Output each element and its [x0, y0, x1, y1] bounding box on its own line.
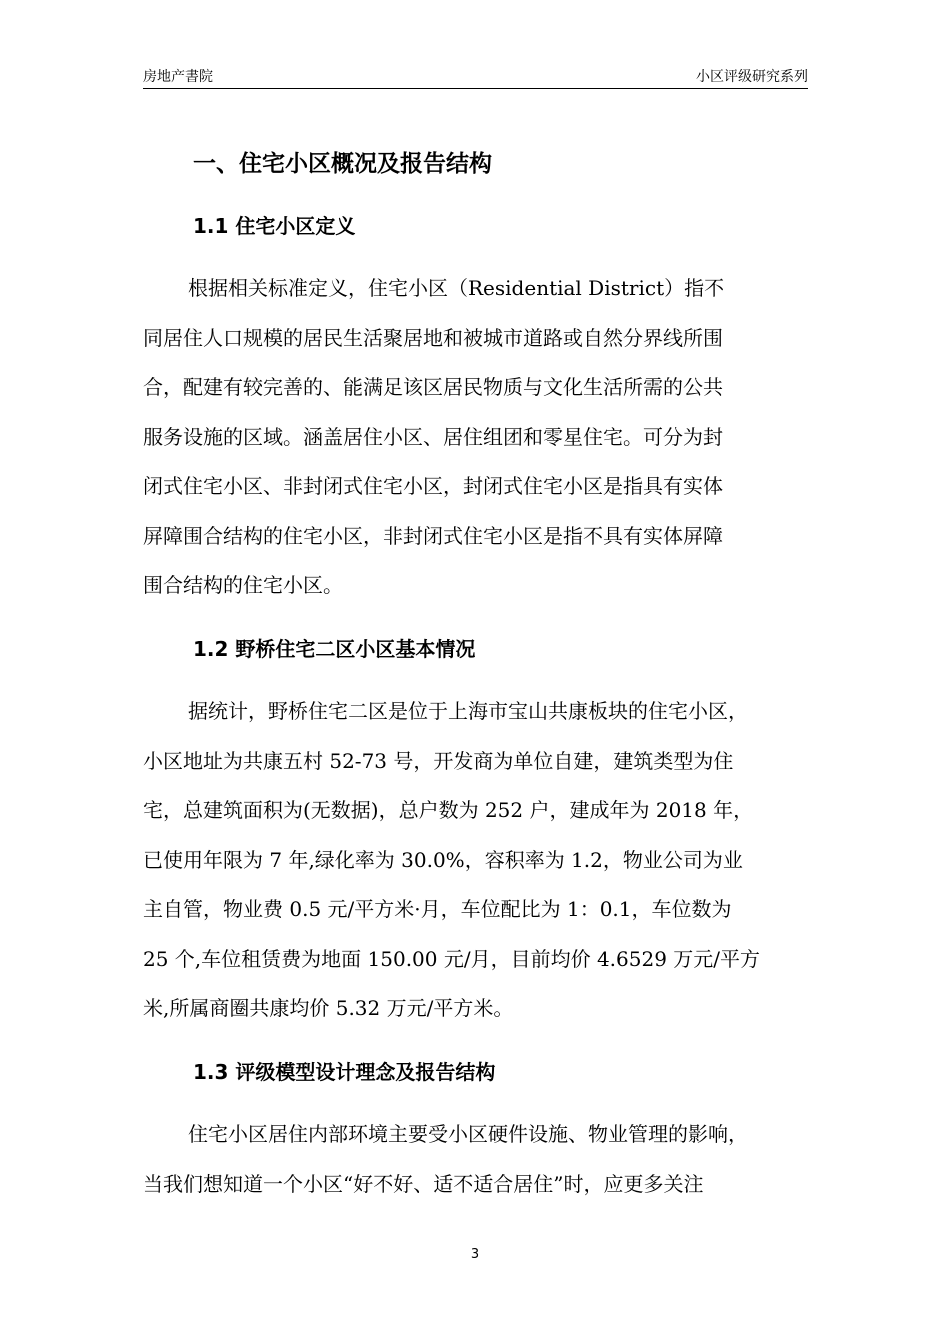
- paragraph-line: 据统计，野桥住宅二区是位于上海市宝山共康板块的住宅小区，: [188, 699, 748, 723]
- paragraph-definition: [143, 264, 808, 611]
- page-header: [143, 66, 808, 89]
- paragraph-model-design: [143, 1110, 808, 1209]
- paragraph-basic-info: [143, 687, 808, 1034]
- heading-1-2: 1.2 野桥住宅二区小区基本情况: [193, 637, 476, 661]
- paragraph-line: 同居住人口规模的居民生活聚居地和被城市道路或自然分界线所围: [143, 325, 723, 350]
- paragraph-line: 已使用年限为 7 年,绿化率为 30.0%，容积率为 1.2，物业公司为业: [143, 847, 743, 872]
- paragraph-line: 主自管，物业费 0.5 元/平方米·月，车位配比为 1：0.1，车位数为: [143, 897, 732, 921]
- paragraph-line: 25 个,车位租赁费为地面 150.00 元/月，目前均价 4.6529 万元/平方: [143, 946, 761, 971]
- heading-1-3: 1.3 评级模型设计理念及报告结构: [193, 1060, 496, 1084]
- section-title: 一、住宅小区概况及报告结构: [193, 151, 492, 177]
- paragraph-line: 米,所属商圈共康均价 5.32 万元/平方米。: [143, 996, 514, 1020]
- header-series-title: 小区评级研究系列: [696, 69, 808, 85]
- paragraph-line: 闭式住宅小区、非封闭式住宅小区，封闭式住宅小区是指具有实体: [143, 474, 723, 498]
- paragraph-line: 小区地址为共康五村 52-73 号，开发商为单位自建，建筑类型为住: [143, 748, 734, 773]
- header-publisher: 房地产書院: [143, 69, 213, 85]
- paragraph-line: 合，配建有较完善的、能满足该区居民物质与文化生活所需的公共: [143, 375, 723, 399]
- paragraph-line: 宅，总建筑面积为(无数据)，总户数为 252 户，建成年为 2018 年，: [143, 798, 754, 822]
- paragraph-line: 服务设施的区域。涵盖居住小区、居住组团和零星住宅。可分为封: [143, 424, 723, 449]
- heading-1-1: 1.1 住宅小区定义: [193, 214, 356, 238]
- paragraph-line: 住宅小区居住内部环境主要受小区硬件设施、物业管理的影响，: [188, 1122, 748, 1146]
- paragraph-line: 根据相关标准定义，住宅小区（Residential District）指不: [188, 276, 725, 300]
- page-number: 3: [470, 1247, 480, 1262]
- paragraph-line: 当我们想知道一个小区“好不好、适不适合居住”时，应更多关注: [143, 1171, 704, 1196]
- paragraph-line: 围合结构的住宅小区。: [143, 573, 343, 597]
- paragraph-line: 屏障围合结构的住宅小区，非封闭式住宅小区是指不具有实体屏障: [143, 523, 723, 548]
